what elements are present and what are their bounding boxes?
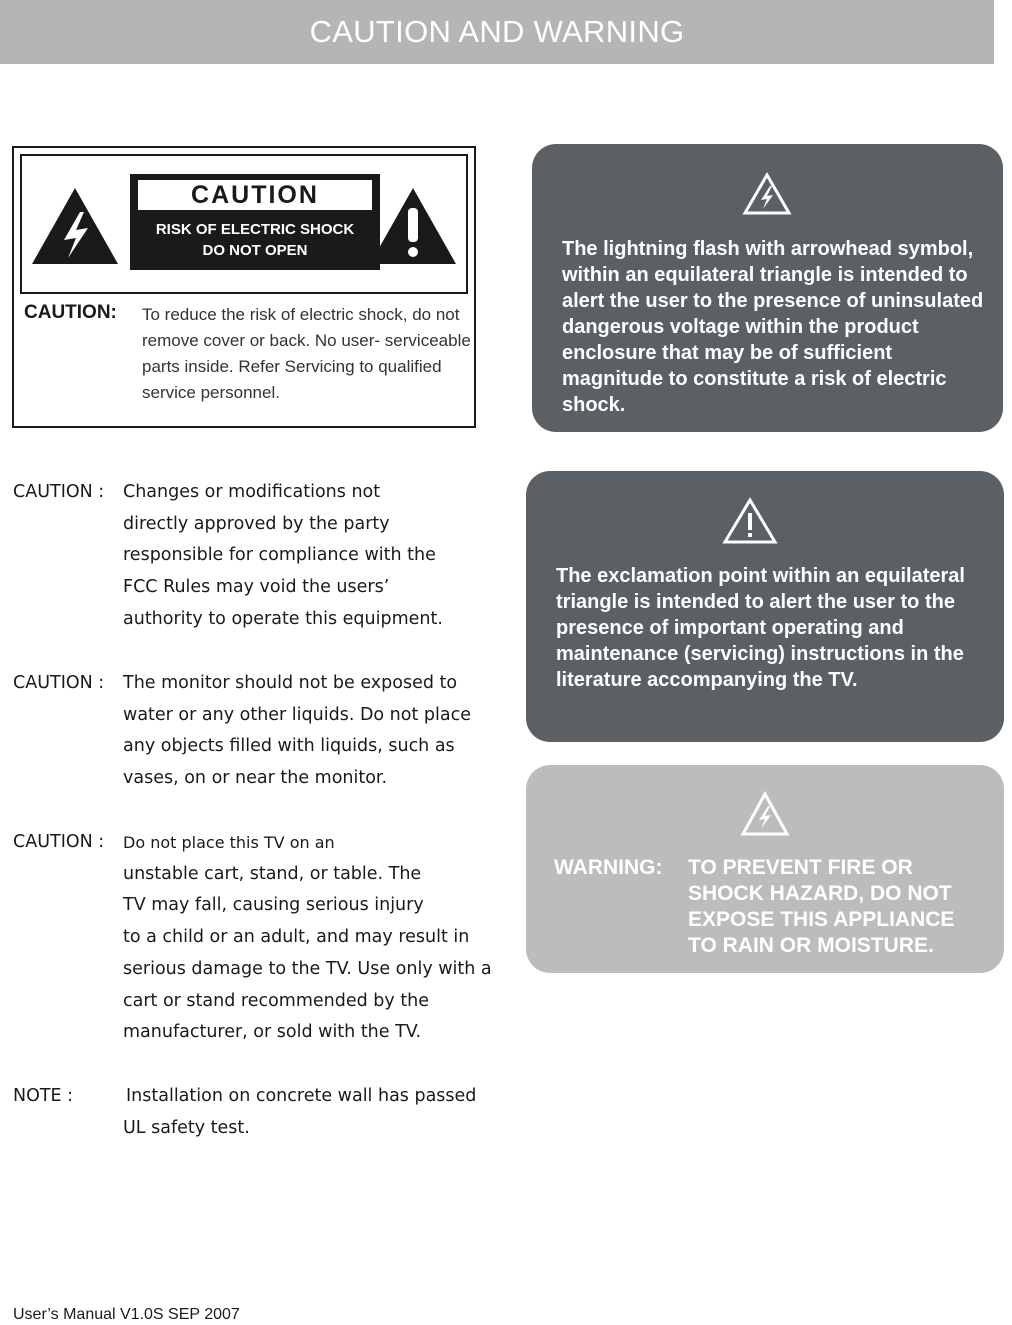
caution-label-top (20, 154, 468, 294)
caution-line: directly approved by the party (123, 513, 390, 534)
label-bottom-text: To reduce the risk of electric shock, do not remove cover or back. No user- serviceable parts inside. Refer Servicing to qualified service personnel. (142, 305, 471, 402)
caution-line: manufacturer, or sold with the TV. (123, 1022, 422, 1043)
caution-line: water or any other liquids. Do not place (123, 704, 471, 725)
caution-line: unstable cart, stand, or table. The (123, 863, 422, 884)
note-line: Installation on concrete wall has passed (126, 1086, 477, 1106)
caution-line: The monitor should not be exposed to (123, 673, 458, 693)
caution-line: cart or stand recommended by the (123, 990, 430, 1011)
risk-line-2: DO NOT OPEN (202, 242, 308, 259)
caution-block (130, 174, 380, 270)
warning-text: TO PREVENT FIRE OR SHOCK HAZARD, DO NOT EXPOSE THIS APPLIANCE TO RAIN OR MOISTURE. (688, 856, 955, 957)
lightning-info-panel (532, 144, 1003, 432)
lightning-triangle-icon (30, 186, 120, 266)
caution-line: TV may fall, causing serious injury (123, 895, 424, 916)
lightning-warning-icon (740, 791, 790, 837)
caution-heading: CAUTION (138, 180, 372, 210)
note-line: UL safety test. (123, 1117, 250, 1138)
warning-lead: WARNING: (554, 856, 663, 879)
caution-line: FCC Rules may void the users’ (123, 577, 390, 598)
exclamation-triangle-icon (368, 186, 458, 266)
lightning-info-text: The lightning flash with arrowhead symbol, within an equilateral triangle is intended to alert the user to the presence of uninsulated dangerous voltage within the product enclosure that may be of sufficient magnitude to constitute a risk of electric shock. (562, 238, 984, 416)
caution-lead: CAUTION : (13, 673, 105, 693)
page-header (0, 0, 994, 64)
caution-label (12, 146, 476, 428)
caution-lead: CAUTION : (13, 832, 105, 852)
caution-line: Do not place this TV on an (123, 833, 335, 852)
page-footer: User’s Manual V1.0S SEP 2007 (13, 1306, 240, 1323)
exclamation-info-text: The exclamation point within an equilateral triangle is intended to alert the user to the presence of important operating and maintenance (servicing) instructions in the literature accompanying the TV. (556, 565, 965, 691)
exclamation-outline-icon (722, 497, 778, 545)
warning-panel (526, 765, 1004, 973)
caution-line: responsible for compliance with the (123, 545, 436, 566)
page-title: CAUTION AND WARNING (309, 14, 685, 49)
label-bottom-lead: CAUTION: (24, 302, 117, 323)
caution-line: serious damage to the TV. Use only with a (123, 958, 492, 979)
lightning-outline-icon (742, 172, 792, 216)
exclamation-info-panel (526, 471, 1004, 742)
note-lead: NOTE : (13, 1086, 74, 1106)
caution-line: Changes or modifications not (123, 482, 381, 502)
risk-line-1: RISK OF ELECTRIC SHOCK (155, 221, 355, 238)
caution-line: authority to operate this equipment. (123, 608, 443, 629)
caution-lead: CAUTION : (13, 482, 105, 502)
caution-line: to a child or an adult, and may result in (123, 927, 470, 948)
caution-line: vases, on or near the monitor. (123, 768, 388, 789)
caution-line: any objects filled with liquids, such as (123, 736, 455, 757)
